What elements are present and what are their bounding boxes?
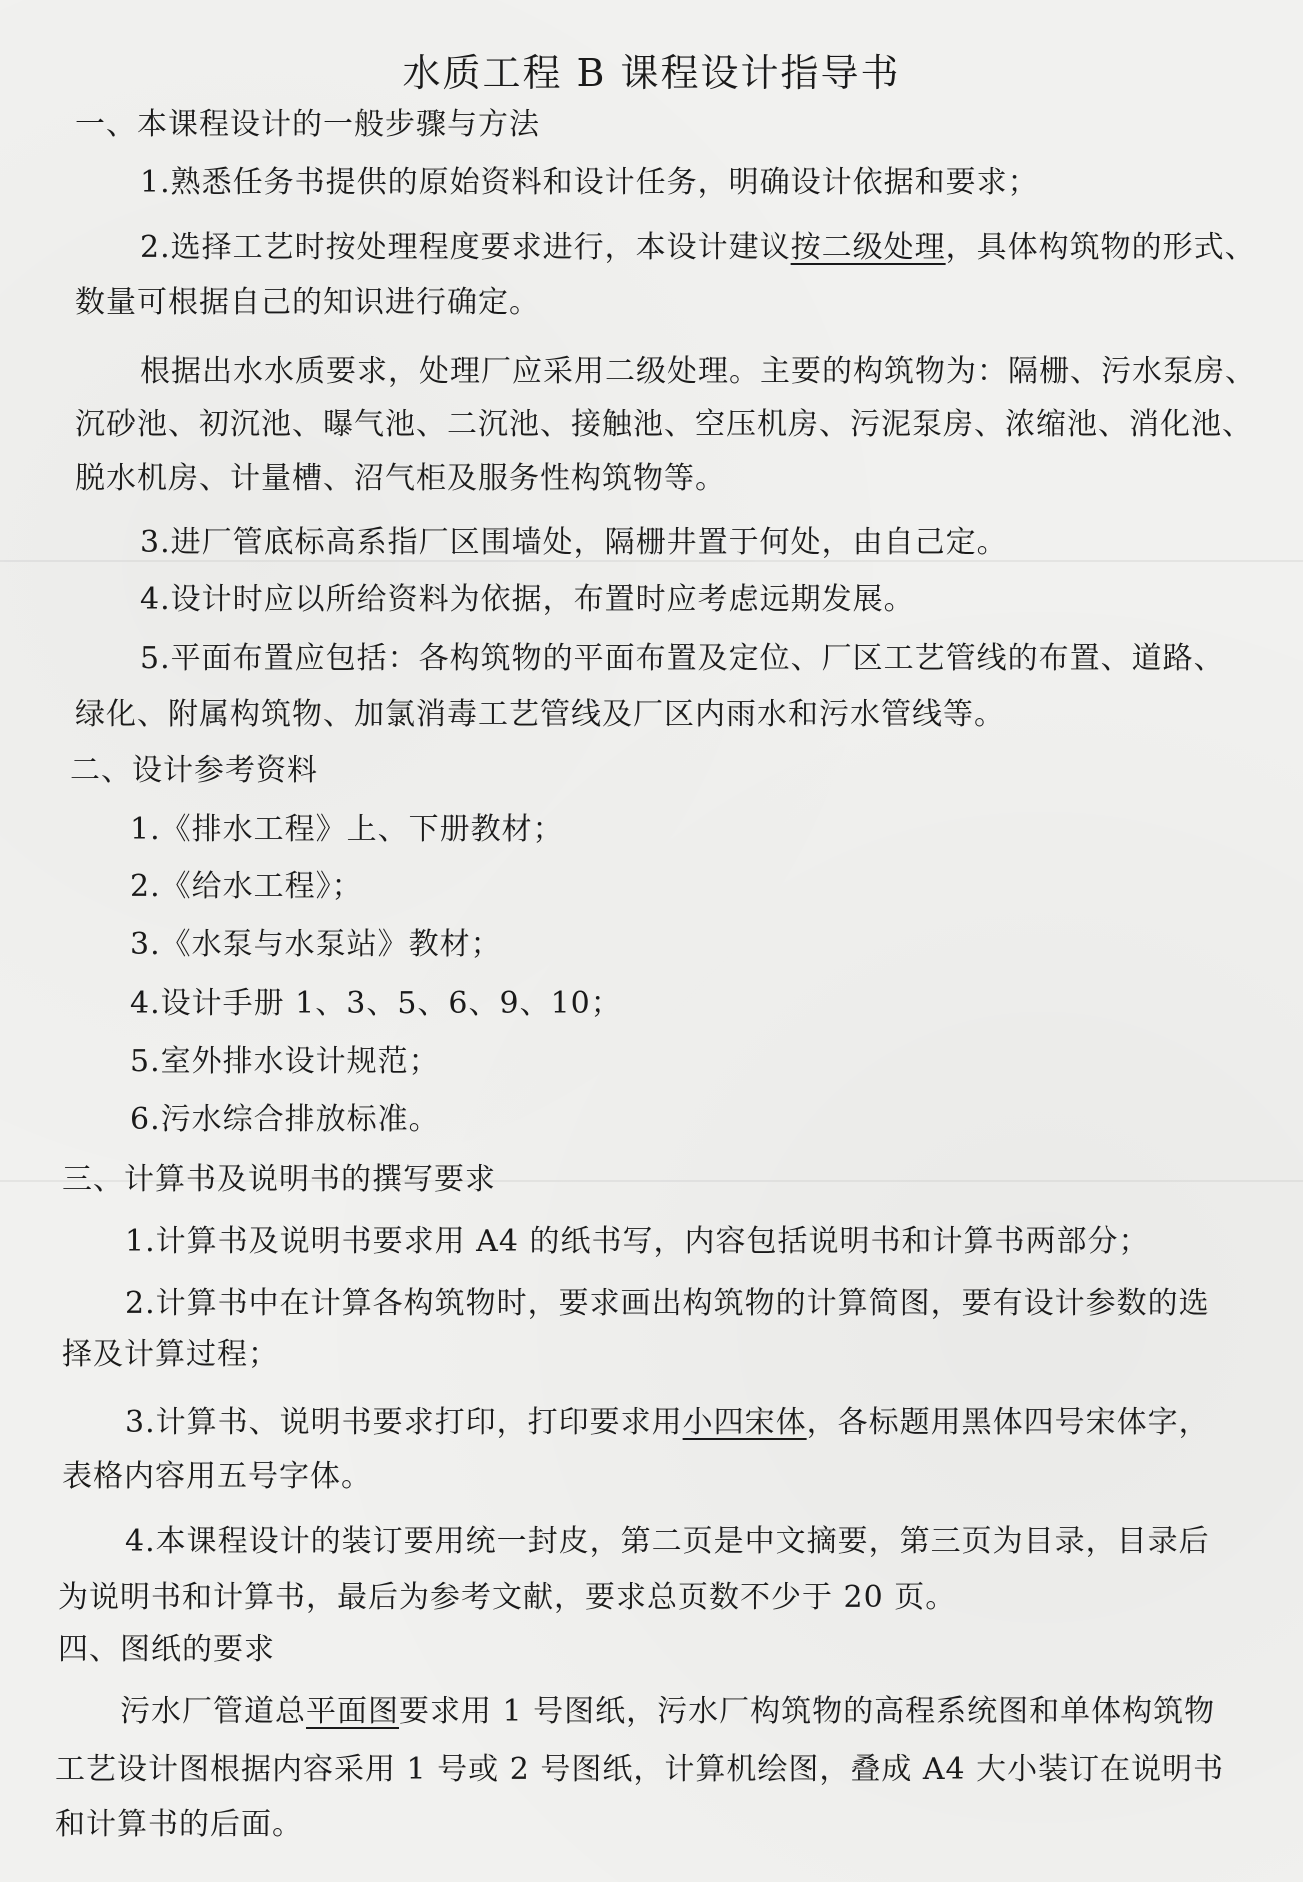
underlined-text: 按二级处理 [790, 230, 946, 265]
section-3-heading: 三、计算书及说明书的撰写要求 [62, 1162, 496, 1197]
reference-item: 1.《排水工程》上、下册教材； [130, 812, 564, 847]
section-1-paragraph-4: 3.进厂管底标高系指厂区围墙处，隔栅井置于何处，由自己定。 [140, 525, 1008, 560]
section-4-paragraph-line-1 [120, 1692, 1215, 1732]
section-1-paragraph-2-line-1 [140, 228, 1256, 268]
section-1-paragraph-3-line-2: 沉砂池、初沉池、曝气池、二沉池、接触池、空压机房、污泥泵房、浓缩池、消化池、 [75, 407, 1253, 442]
section-1-paragraph-1: 1.熟悉任务书提供的原始资料和设计任务，明确设计依据和要求； [140, 165, 1039, 200]
section-4-heading: 四、图纸的要求 [58, 1632, 275, 1667]
section-4-paragraph-line-2: 工艺设计图根据内容采用 1 号或 2 号图纸，计算机绘图，叠成 A4 大小装订在说明书 [55, 1752, 1225, 1787]
section-1-paragraph-6-line-1: 5.平面布置应包括：各构筑物的平面布置及定位、厂区工艺管线的布置、道路、 [140, 641, 1225, 676]
paragraph-text: 要求用 1 号图纸，污水厂构筑物的高程系统图和单体构筑物 [399, 1694, 1216, 1729]
section-3-paragraph-4-line-2: 为说明书和计算书，最后为参考文献，要求总页数不少于 20 页。 [58, 1580, 957, 1615]
section-1-heading: 一、本课程设计的一般步骤与方法 [75, 107, 540, 142]
section-3-paragraph-1: 1.计算书及说明书要求用 A4 的纸书写，内容包括说明书和计算书两部分； [125, 1224, 1150, 1259]
underlined-text: 小四宋体 [682, 1405, 807, 1440]
reference-item: 3.《水泵与水泵站》教材； [130, 927, 502, 962]
paragraph-text: 3.计算书、说明书要求打印，打印要求用 [125, 1405, 683, 1440]
paragraph-text: 2.选择工艺时按处理程度要求进行，本设计建议 [140, 230, 791, 265]
reference-item: 5.室外排水设计规范； [130, 1044, 440, 1079]
section-3-paragraph-2-line-1: 2.计算书中在计算各构筑物时，要求画出构筑物的计算简图，要有设计参数的选 [125, 1286, 1210, 1321]
underlined-text: 平面图 [306, 1694, 399, 1729]
section-3-paragraph-4-line-1: 4.本课程设计的装订要用统一封皮，第二页是中文摘要，第三页为目录，目录后 [125, 1524, 1210, 1559]
reference-item: 2.《给水工程》； [130, 869, 363, 904]
paragraph-text: ，各标题用黑体四号宋体字， [806, 1405, 1210, 1440]
paragraph-text: ，具体构筑物的形式、 [945, 230, 1256, 265]
section-1-paragraph-3-line-1: 根据出水水质要求，处理厂应采用二级处理。主要的构筑物为：隔栅、污水泵房、 [140, 354, 1256, 389]
section-1-paragraph-5: 4.设计时应以所给资料为依据，布置时应考虑远期发展。 [140, 582, 915, 617]
document-title: 水质工程 B 课程设计指导书 [402, 51, 901, 95]
section-3-paragraph-3-line-1 [125, 1403, 1210, 1443]
section-1-paragraph-2-line-2: 数量可根据自己的知识进行确定。 [75, 285, 540, 320]
reference-item: 4.设计手册 1、3、5、6、9、10； [130, 986, 622, 1021]
section-3-paragraph-2-line-2: 择及计算过程； [62, 1337, 279, 1372]
section-1-paragraph-6-line-2: 绿化、附属构筑物、加氯消毒工艺管线及厂区内雨水和污水管线等。 [75, 697, 1005, 732]
section-3-paragraph-3-line-2: 表格内容用五号字体。 [62, 1459, 372, 1494]
paragraph-text: 污水厂管道总 [120, 1694, 306, 1729]
section-2-heading: 二、设计参考资料 [70, 753, 318, 788]
section-4-paragraph-line-3: 和计算书的后面。 [55, 1807, 303, 1842]
reference-item: 6.污水综合排放标准。 [130, 1102, 440, 1137]
section-1-paragraph-3-line-3: 脱水机房、计量槽、沼气柜及服务性构筑物等。 [75, 461, 726, 496]
